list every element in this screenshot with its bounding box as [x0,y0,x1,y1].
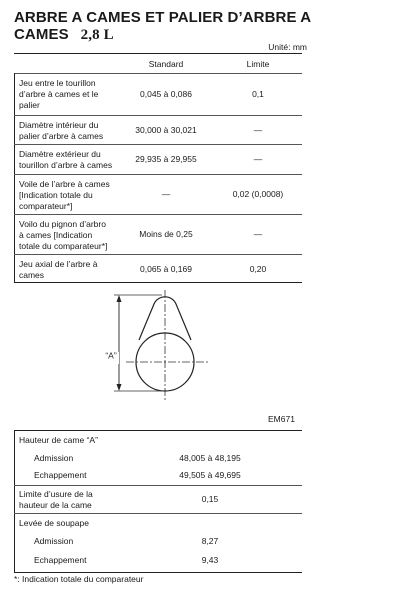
row-label-lift-intake: Admission [34,536,74,546]
row-label-intake: Admission [34,453,74,463]
row-value-exhaust: 49,505 à 49,695 [179,470,241,480]
row-label: Voilo du pignon d’arbro à cames [Indication totale du comparateur*] [19,219,108,251]
table-left-rule [14,73,15,282]
row-value-lift-intake: 8,27 [201,536,219,546]
figure-code: EM671 [268,414,295,424]
row-divider [14,214,302,215]
row-limit: — [253,229,263,239]
row-limit: 0,02 (0,0008) [232,189,284,199]
row-limit: — [253,154,263,164]
row-limit: 0,1 [252,89,264,99]
row-value-intake: 48,005 à 48,195 [179,453,241,463]
arrow-head-down-icon [117,384,122,391]
row-limit: 0,20 [249,264,267,274]
table2-top-rule [14,430,302,431]
table2-bottom-rule [14,572,302,573]
row-label: Voile de l’arbre à cames [Indication totale du comparateur*] [19,179,110,211]
cam-lobe-diagram [14,282,302,430]
header-standard: Standard [148,59,184,69]
row-divider [14,485,302,486]
footnote: *: Indication totale du comparateur [14,574,144,584]
row-value-lift-exhaust: 9,43 [201,555,219,565]
title-line-1: ARBRE A CAMES ET PALIER D’ARBRE A [14,9,312,26]
engine-size: 2,8 L [80,27,114,43]
row-label-wear-limit: Limite d’usure de la hauteur de la came [19,489,93,510]
row-divider [14,174,302,175]
row-divider [14,115,302,116]
arrow-head-up-icon [117,295,122,302]
row-limit: — [253,125,263,135]
row-value-wear-limit: 0,15 [201,494,219,504]
row-label: Jeu entre le tourillon d’arbre à cames et le palier [19,78,99,110]
row-label: Diamètre extérieur du tourillon d’arbre à cames [19,149,113,170]
header-rule [14,73,302,74]
row-label: Diamètre intérieur du palier d’arbre à cames [19,120,104,141]
row-label-lift-exhaust: Echappement [34,555,87,565]
row-standard: — [161,189,171,199]
header-limit: Limite [246,59,270,69]
unit-label: Unité: mm [268,42,307,52]
row-standard: 0,045 à 0,086 [140,89,192,99]
row-divider [14,144,302,145]
row-label: Jeu axial de l’arbre à cames [19,259,98,280]
page-title [14,9,314,44]
table-top-rule [14,53,302,54]
row-standard: Moins de 0,25 [139,229,193,239]
row-standard: 0,065 à 0,169 [140,264,192,274]
table2-left-rule [14,430,15,573]
section-label-cam-height: Hauteur de came “A” [19,435,98,445]
row-divider [14,513,302,514]
row-standard: 30,000 à 30,021 [135,125,197,135]
dimension-label-a: “A” [105,350,117,361]
row-label-exhaust: Echappement [34,470,87,480]
title-line-2: CAMES [14,26,69,43]
cam-figure [14,282,302,430]
row-divider [14,254,302,255]
section-label-valve-lift: Levée de soupape [19,518,89,528]
row-standard: 29,935 à 29,955 [135,154,197,164]
